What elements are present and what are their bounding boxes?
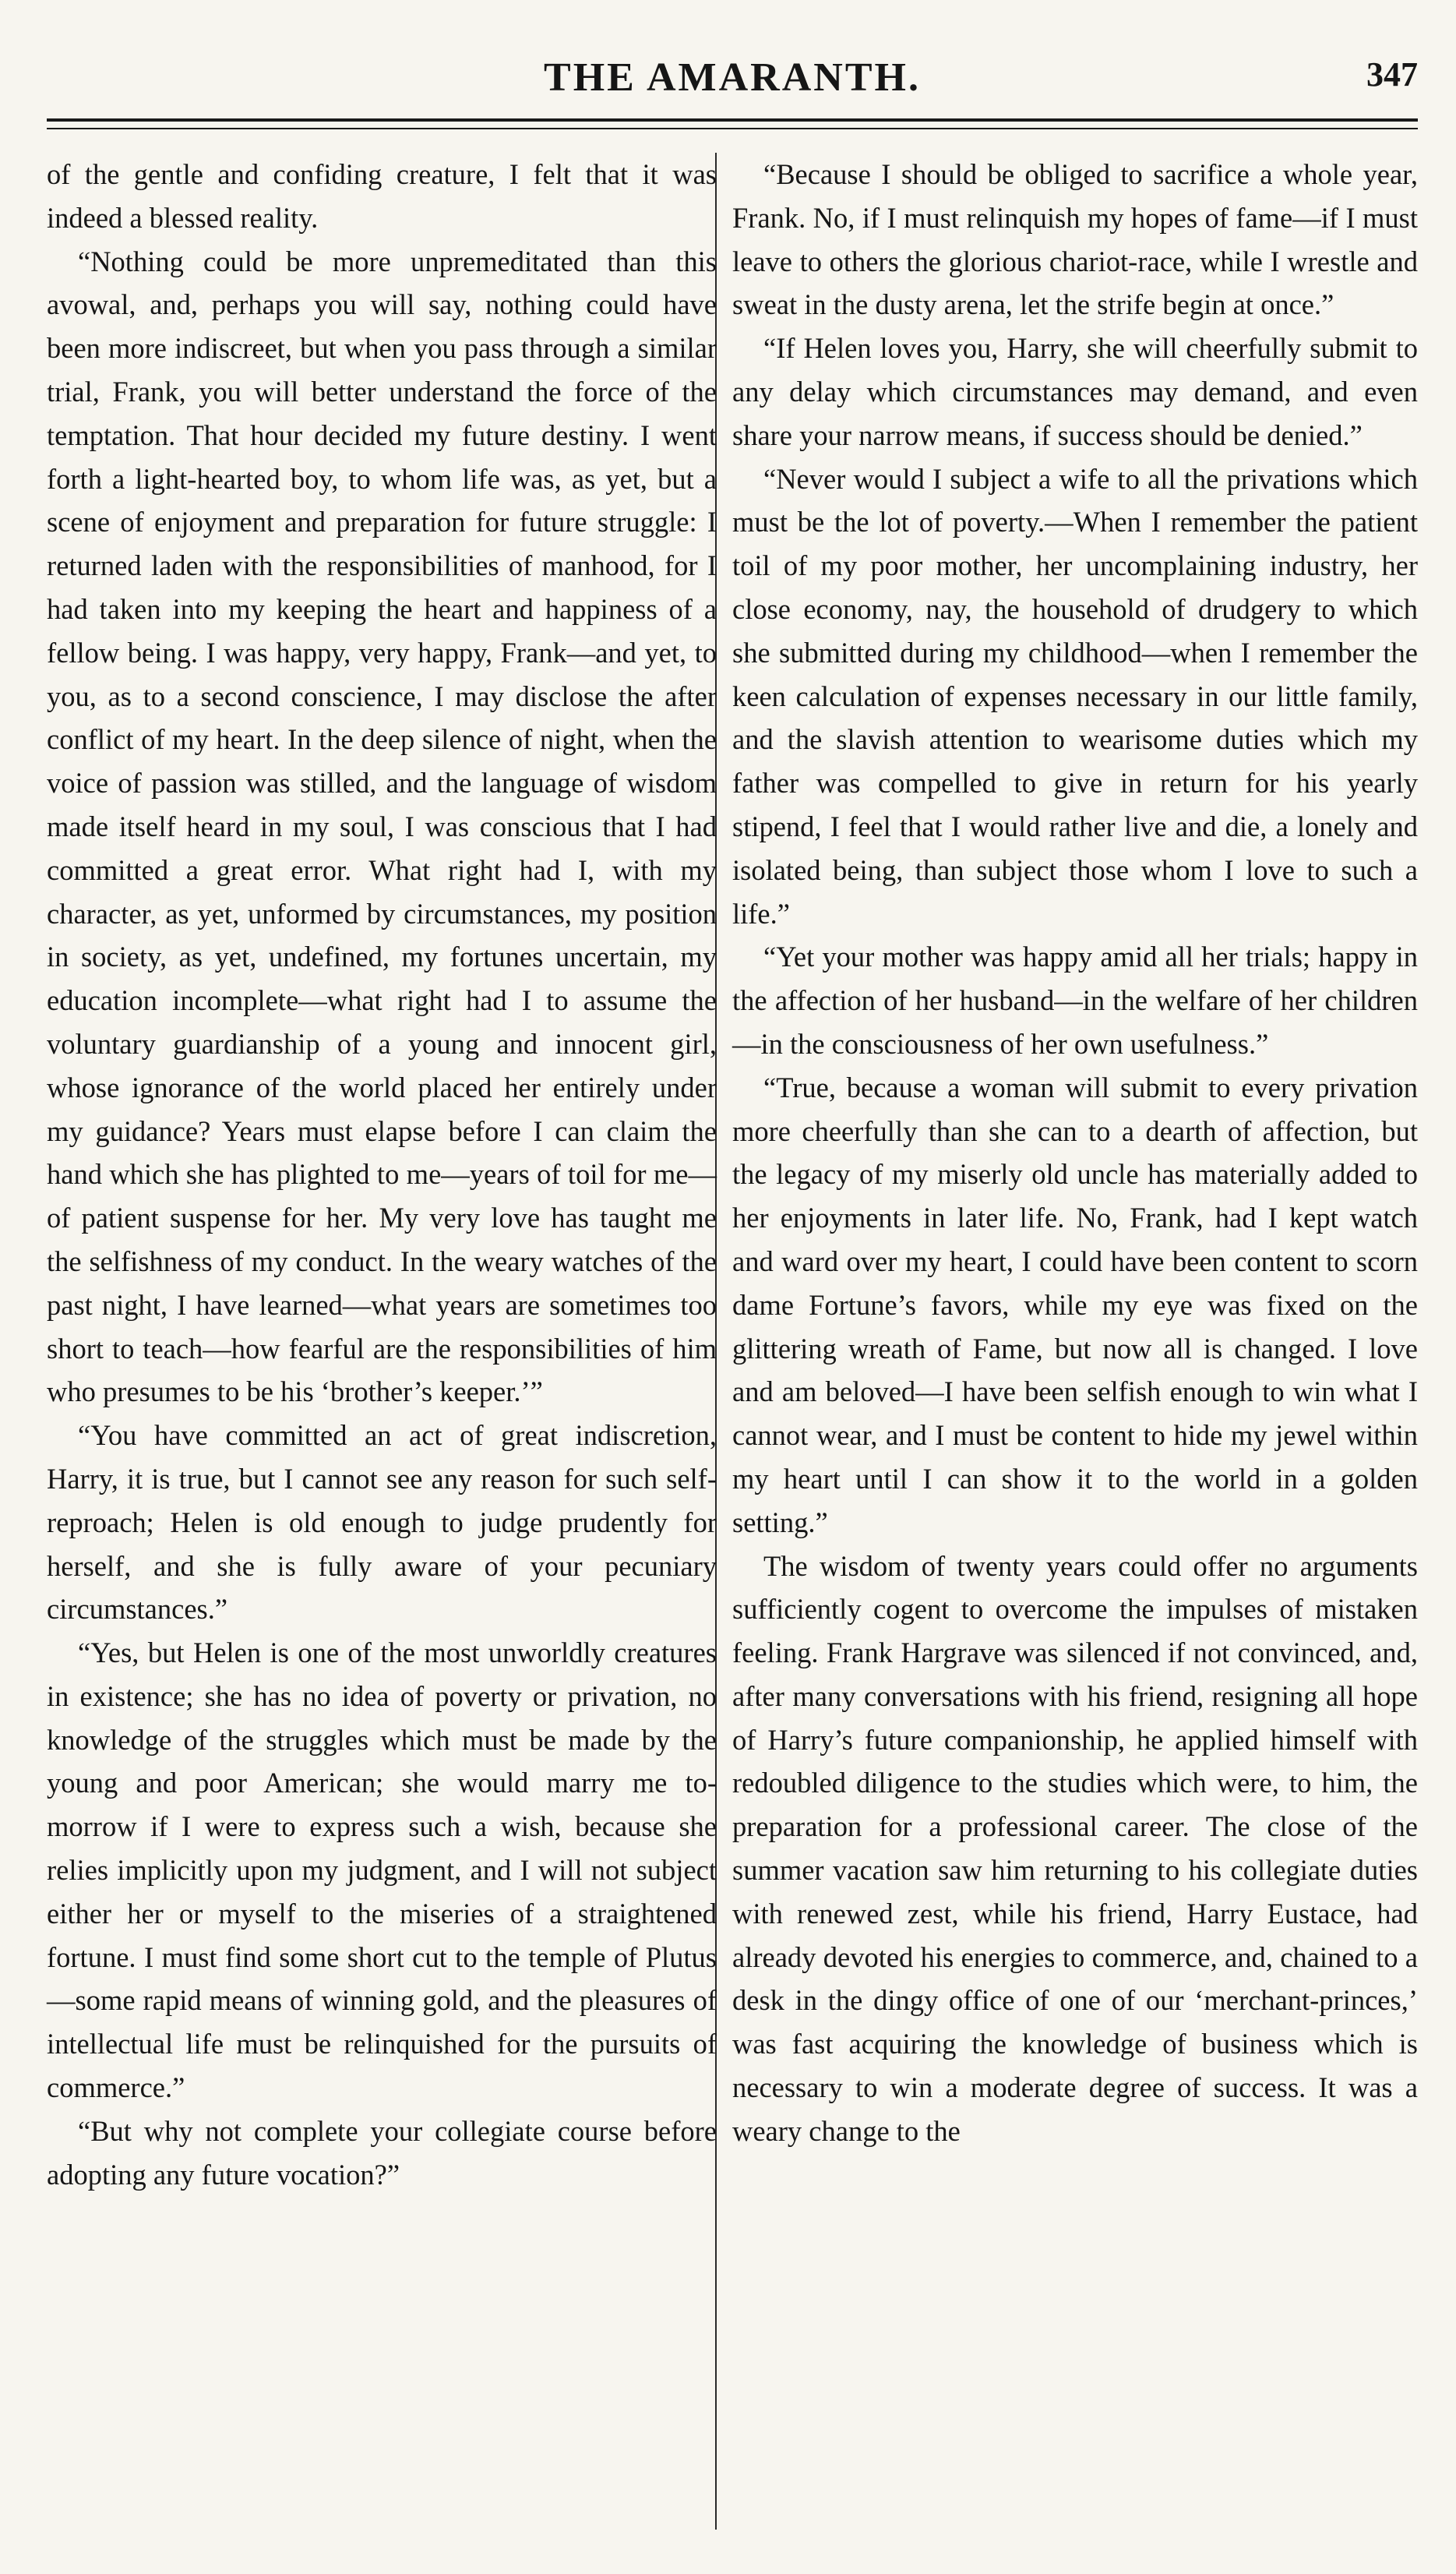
paragraph: of the gentle and confiding creature, I felt that it was indeed a blessed reality. (47, 158, 717, 234)
left-column (47, 153, 717, 2537)
running-header (47, 55, 1418, 109)
header-rule-thin (47, 128, 1418, 129)
paragraph: “Yes, but Helen is one of the most unworldly creatures in existence; she has no idea of poverty or privation, no knowledge of the struggles which must be made by the young and poor American; she would marry me to-morrow if I were to express such a wish, because she relies implicitly upon my judgment, and I will not subject either her or myself to the miseries of a straightened fortune. I must find some short cut to the temple of Plutus—some rapid means of winning gold, and the pleasures of intellectual life must be relinquished for the pursuits of commerce.” (47, 1637, 717, 2104)
paragraph: The wisdom of twenty years could offer no arguments sufficiently cogent to overcome the impulses of mistaken feeling. Frank Hargrave was silenced if not convinced, and, after many conversations with his friend, resigning all hope of Harry’s future companionship, he applied himself with redoubled diligence to the studies which were, to him, the preparation for a professional career. The close of the summer vacation saw him returning to his collegiate duties with renewed zest, while his friend, Harry Eustace, had already devoted his energies to commerce, and, chained to a desk in the dingy office of one of our ‘merchant-princes,’ was fast acquiring the knowledge of business which is necessary to win a moderate degree of success. It was a weary change to the (732, 1549, 1418, 2147)
paragraph: “Nothing could be more unpremeditated than this avowal, and, perhaps you will say, nothing could have been more indiscreet, but when you pass through a similar trial, Frank, you will better understand the force of the temptation. That hour decided my future destiny. I went forth a light-hearted boy, to whom life was, as yet, but a scene of enjoyment and preparation for future struggle: I returned laden with the responsibilities of manhood, for I had taken into my keeping the heart and happiness of a fellow being. I was happy, very happy, Frank—and yet, to you, as to a second conscience, I may disclose the after conflict of my heart. In the deep silence of night, when the voice of passion was stilled, and the language of wisdom made itself heard in my soul, I was conscious that I had committed a great error. What right had I, with my character, as yet, unformed by circumstances, my position in society, as yet, undefined, my fortunes uncertain, my education incomplete—what right had I to assume the voluntary guardianship of a young and innocent girl, whose ignorance of the world placed her entirely under my guidance? Years must elapse before I can claim the hand which she has plighted to me—years of toil for me—of patient suspense for her. My very love has taught me the selfishness of my conduct. In the weary watches of the past night, I have learned—what years are sometimes too short to teach—how fearful are the responsibilities of him who presumes to be his ‘brother’s keeper.’” (47, 245, 717, 1408)
journal-title: THE AMARANTH. (544, 55, 921, 100)
paragraph: “If Helen loves you, Harry, she will cheerfully submit to any delay which circumstances may demand, and even share your narrow means, if success should be denied.” (732, 332, 1418, 451)
paragraph: “Never would I subject a wife to all the privations which must be the lot of poverty.—When I remember the patient toil of my poor mother, her uncomplaining industry, her close economy, nay, the household of drudgery to which she submitted during my childhood—when I remember the keen calculation of expenses necessary in our little family, and the slavish attention to wearisome duties which my father was compelled to give in return for his yearly stipend, I feel that I would rather live and die, a lonely and isolated being, than subject those whom I love to such a life.” (732, 462, 1418, 930)
right-column (732, 153, 1418, 2537)
paragraph: “True, because a woman will submit to every privation more cheerfully than she can to a dearth of affection, but the legacy of my miserly old uncle has materially added to her enjoyments in later life. No, Frank, had I kept watch and ward over my heart, I could have been content to scorn dame Fortune’s favors, while my eye was fixed on the glittering wreath of Fame, but now all is changed. I love and am beloved—I have been selfish enough to win what I cannot wear, and I must be content to hide my jewel within my heart until I can show it to the world in a golden setting.” (732, 1071, 1418, 1538)
paragraph: “Yet your mother was happy amid all her trials; happy in the affection of her husband—in the welfare of her children—in the consciousness of her own usefulness.” (732, 941, 1418, 1060)
paragraph: “You have committed an act of great indiscretion, Harry, it is true, but I cannot see any reason for such self-reproach; Helen is old enough to judge prudently for herself, and she is fully aware of your pecuniary circumstances.” (47, 1419, 717, 1626)
header-rule-thick (47, 118, 1418, 122)
paragraph: “Because I should be obliged to sacrifice a whole year, Frank. No, if I must relinquish my hopes of fame—if I must leave to others the glorious chariot-race, while I wrestle and sweat in the dusty arena, let the strife begin at once.” (732, 158, 1418, 321)
paragraph: “But why not complete your collegiate course before adopting any future vocation?” (47, 2114, 717, 2191)
page-number: 347 (1366, 55, 1418, 94)
